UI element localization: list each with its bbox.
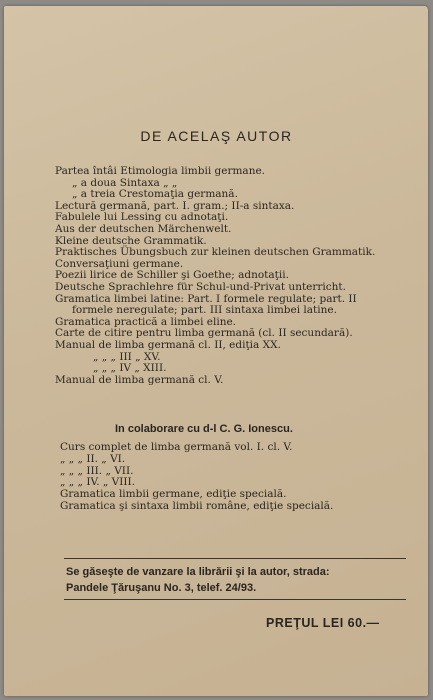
page-title: DE ACELAŞ AUTOR — [140, 128, 293, 144]
price-label: PREŢUL LEI 60.— — [266, 616, 380, 630]
collaboration-works-list — [60, 442, 400, 513]
sale-notice-line: Se găseşte de vanzare la librării şi la autor, strada: — [66, 566, 330, 578]
list-item: Conversaţiuni germane. — [55, 257, 184, 270]
list-item: Manual de limba germană cl. V. — [55, 373, 224, 386]
list-item: Praktisches Übungsbuch zur kleinen deutschen Grammatik. — [55, 246, 376, 259]
list-item: „ „ „ IV. „ VIII. — [60, 476, 136, 489]
list-item: formele neregulate; part. III sintaxa limbei latine. — [72, 304, 337, 317]
list-item: „ „ „ III „ XV. — [93, 350, 161, 363]
collaboration-heading: In colaborare cu d-l C. G. Ionescu. — [115, 423, 293, 435]
sale-notice — [66, 564, 411, 596]
list-item: Carte de citire pentru limba germană (cl. II secundară). — [55, 327, 353, 340]
list-item: Gramatica şi sintaxa limbii române, ediţie specială. — [60, 499, 334, 512]
list-item: „ „ „ III. „ VII. — [60, 464, 134, 477]
works-list — [55, 166, 415, 386]
list-item: Poezii lirice de Schiller şi Goethe; adnotaţii. — [55, 269, 289, 282]
divider-top — [64, 558, 406, 559]
list-item: Manual de limba germană cl. II, ediţia XX. — [55, 338, 281, 351]
list-item: Gramatica limbii germane, ediţie specială. — [60, 488, 287, 501]
divider-bottom — [64, 599, 406, 600]
list-item: Partea întâi Etimologia limbii germane. — [55, 165, 266, 177]
list-item: „ „ „ II. „ VI. — [60, 452, 126, 465]
list-item: Deutsche Sprachlehre für Schul-und-Privat unterricht. — [55, 280, 346, 293]
list-item: „ a treia Crestomaţia germană. — [72, 188, 238, 201]
list-item: Lectură germană, part. I. gram.; II-a sintaxa. — [55, 199, 295, 212]
list-item: Kleine deutsche Grammatik. — [55, 234, 207, 247]
list-item: „ a doua Sintaxa „ „ — [72, 176, 178, 189]
list-item: Gramatica practică a limbei eline. — [55, 315, 237, 328]
list-item: Curs complet de limba germană vol. I. cl. V. — [60, 441, 293, 453]
list-item: Aus der deutschen Märchenwelt. — [55, 222, 232, 235]
list-item: Gramatica limbei latine: Part. I formele regulate; part. II — [55, 292, 357, 305]
sale-notice-line: Pandele Ţăruşanu No. 3, telef. 24/93. — [66, 582, 257, 594]
list-item: „ „ „ IV „ XIII. — [93, 362, 167, 375]
list-item: Fabulele lui Lessing cu adnotaţi. — [55, 211, 229, 224]
